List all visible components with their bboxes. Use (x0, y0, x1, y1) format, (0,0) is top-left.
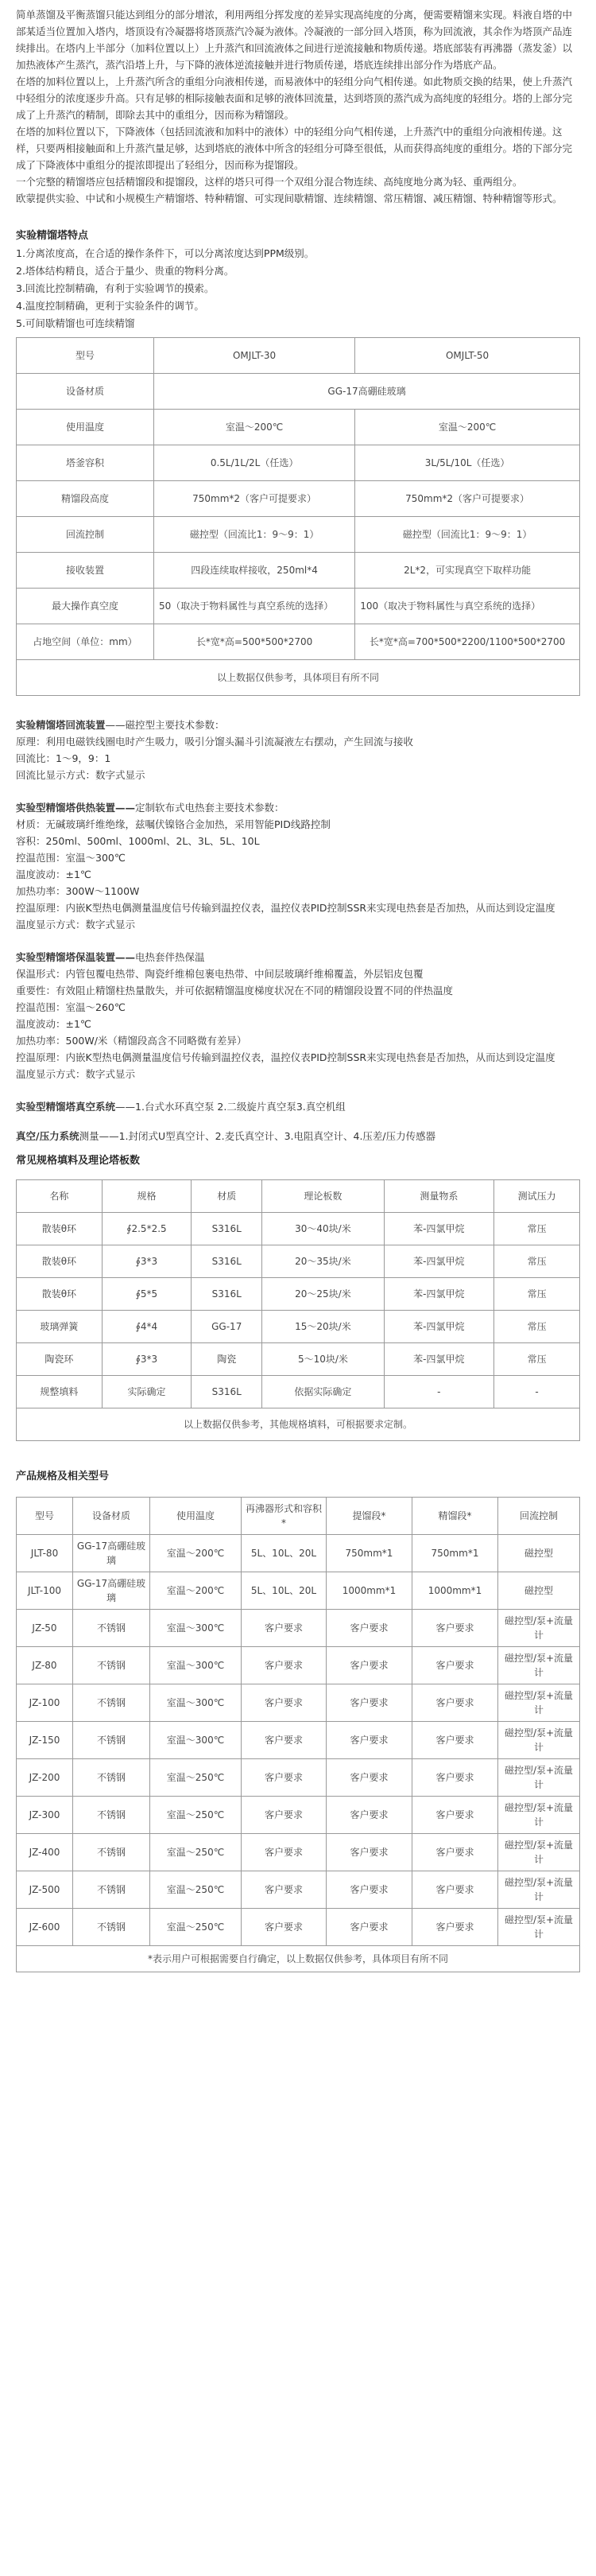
product-detail-page (8, 0, 588, 1972)
table-cell: 室温～300℃ (150, 1722, 242, 1759)
table-row (17, 1909, 580, 1946)
table-cell: 再沸器形式和容积* (241, 1498, 326, 1535)
insulation-line: 保温形式：内管包覆电热带、陶瓷纤维棉包裹电热带、中间层玻璃纤维棉覆盖，外层铝皮包覆 (16, 968, 424, 980)
insulation-heading (16, 949, 580, 966)
table-cell: JLT-100 (17, 1572, 73, 1610)
intro-paragraph: 简单蒸馏及平衡蒸馏只能达到组分的部分增浓，利用两组分挥发度的差异实现高纯度的分离，便需要精馏来实现。料液自塔的中部某适当位置加入塔内，塔顶设有冷凝器将塔顶蒸汽冷凝为液体。冷凝液的一部分回入塔顶，称为回流液，其余作为塔顶产品连续排出。在塔内上半部分（加料位置以上）上升蒸汽和回流液体之间进行逆流接触和物质传递。塔底部装有再沸器（蒸发釜）以加热液体产生蒸汽，蒸汽沿塔上升，与下降的液体逆流接触并进行物质传递，塔底连续排出部分作为塔底产品。 (16, 9, 573, 71)
table-cell: 客户要求 (412, 1684, 497, 1722)
table-cell: 精馏段高度 (17, 481, 154, 517)
table-cell: JZ-400 (17, 1834, 73, 1871)
reflux-title-suffix: ——磁控型主要技术参数： (105, 719, 225, 731)
table-cell: 客户要求 (412, 1722, 497, 1759)
table-row (17, 1871, 580, 1909)
reflux-line: 回流比：1～9，9：1 (16, 752, 111, 764)
table-header-row (17, 338, 580, 374)
table-row (17, 1376, 580, 1408)
table-cell: 客户要求 (241, 1722, 326, 1759)
table-cell: 不锈钢 (73, 1797, 150, 1834)
table-cell: - (384, 1376, 494, 1408)
heating-line: 容积：250ml、500ml、1000ml、2L、3L、5L、10L (16, 835, 260, 847)
table-cell: 苯-四氯甲烷 (384, 1245, 494, 1278)
table-cell: 磁控型/泵+流量计 (498, 1797, 580, 1834)
feature-item: 4.温度控制精确，更利于实验条件的调节。 (16, 300, 204, 312)
intro-section (16, 6, 580, 207)
table-row (17, 1343, 580, 1376)
table-cell: 不锈钢 (73, 1647, 150, 1684)
table-cell: 磁控型/泵+流量计 (498, 1722, 580, 1759)
table-cell: 50（取决于物料属性与真空系统的选择） (154, 589, 355, 624)
table-cell: 客户要求 (412, 1834, 497, 1871)
features-section (16, 227, 580, 332)
table-cell: 客户要求 (326, 1647, 412, 1684)
intro-paragraph: 在塔的加料位置以下，下降液体（包括回流液和加料中的液体）中的轻组分向气相传递，上升蒸汽中的重组分向液相传递。这样，只要两相接触面和上升蒸汽量足够，达到塔底的液体中所含的轻组分可降至很低，从而获得高纯度的重组分。塔的下部分完成了下降液体中重组分的提浓即提出了轻组分，因而称为提馏段。 (16, 126, 573, 171)
table-cell: 依据实际确定 (262, 1376, 384, 1408)
table-row (17, 1245, 580, 1278)
table-cell: 提馏段* (326, 1498, 412, 1535)
table-cell: 客户要求 (326, 1871, 412, 1909)
table-cell: S316L (192, 1245, 262, 1278)
vacuum-title: 实验型精馏塔真空系统 (16, 1101, 116, 1113)
table-cell: 精馏段* (412, 1498, 497, 1535)
table-cell: 陶瓷环 (17, 1343, 103, 1376)
table-cell: 客户要求 (412, 1871, 497, 1909)
table-row (17, 1610, 580, 1647)
insulation-title-suffix: 电热套伴热保温 (135, 951, 205, 963)
table-cell: S316L (192, 1376, 262, 1408)
table-cell: 室温～250℃ (150, 1909, 242, 1946)
table-cell: S316L (192, 1213, 262, 1245)
pressure-section (16, 1128, 580, 1144)
table-cell: OMJLT-30 (154, 338, 355, 374)
table-cell: 散装θ环 (17, 1278, 103, 1311)
table-row (17, 1834, 580, 1871)
table-cell: 常压 (494, 1213, 580, 1245)
insulation-line: 控温原理：内嵌K型热电偶测量温度信号传输到温控仪表，温控仪表PID控制SSR来实现电热套是否加热，从而达到设定温度 (16, 1051, 555, 1063)
table-cell: JZ-500 (17, 1871, 73, 1909)
table-cell: 磁控型/泵+流量计 (498, 1647, 580, 1684)
table-cell: 玻璃弹簧 (17, 1311, 103, 1343)
table-cell: 750mm*2（客户可提要求） (355, 481, 580, 517)
table-cell: GG-17高硼硅玻璃 (73, 1535, 150, 1572)
table-cell: GG-17高硼硅玻璃 (73, 1572, 150, 1610)
table-cell: 散装θ环 (17, 1213, 103, 1245)
reflux-title: 实验精馏塔回流装置 (16, 719, 106, 731)
feature-item: 2.塔体结构精良，适合于量少、贵重的物料分离。 (16, 265, 234, 277)
table-cell: 客户要求 (326, 1797, 412, 1834)
table-cell: ∮5*5 (102, 1278, 191, 1311)
heating-line: 控温原理：内嵌K型热电偶测量温度信号传输到温控仪表，温控仪表PID控制SSR来实现电热套是否加热，从而达到设定温度 (16, 902, 555, 914)
table-row (17, 553, 580, 589)
table-cell: 100（取决于物料属性与真空系统的选择） (355, 589, 580, 624)
table-cell: 最大操作真空度 (17, 589, 154, 624)
table-cell: 长*宽*高=500*500*2700 (154, 624, 355, 660)
table-cell: 1000mm*1 (412, 1572, 497, 1610)
table-header-row (17, 1180, 580, 1213)
table-cell: JZ-150 (17, 1722, 73, 1759)
table-cell: 室温～200℃ (150, 1572, 242, 1610)
table-cell: 客户要求 (241, 1684, 326, 1722)
heating-line: 控温范围：室温～300℃ (16, 852, 126, 864)
table-cell: 长*宽*高=700*500*2200/1100*500*2700 (355, 624, 580, 660)
table-cell: 规整填料 (17, 1376, 103, 1408)
table-cell: 室温～300℃ (150, 1610, 242, 1647)
table-row (17, 624, 580, 660)
table-cell: JZ-300 (17, 1797, 73, 1834)
insulation-section (16, 949, 580, 1082)
table-row (17, 589, 580, 624)
insulation-line: 加热功率：500W/米（精馏段高含不同略微有差异） (16, 1035, 247, 1047)
table-cell: 磁控型 (498, 1535, 580, 1572)
table-cell: 苯-四氯甲烷 (384, 1343, 494, 1376)
table-cell: 客户要求 (326, 1722, 412, 1759)
reflux-heading (16, 717, 580, 733)
heating-line: 加热功率：300W～1100W (16, 885, 140, 897)
table-cell: 3L/5L/10L（任选） (355, 445, 580, 481)
table-cell: 回流控制 (17, 517, 154, 553)
table-cell: 客户要求 (412, 1797, 497, 1834)
packing-title: 常见规格填料及理论塔板数 (16, 1155, 141, 1167)
table-note-row (17, 1946, 580, 1972)
table-cell: OMJLT-50 (355, 338, 580, 374)
table-row (17, 1535, 580, 1572)
table-row (17, 517, 580, 553)
table-cell: 客户要求 (412, 1909, 497, 1946)
table-cell: 750mm*1 (326, 1535, 412, 1572)
table-cell: 20～35块/米 (262, 1245, 384, 1278)
table-cell: S316L (192, 1278, 262, 1311)
table-cell: 占地空间（单位：mm） (17, 624, 154, 660)
table-cell: 测试压力 (494, 1180, 580, 1213)
table-cell: 规格 (102, 1180, 191, 1213)
table-cell: ∮2.5*2.5 (102, 1213, 191, 1245)
table-header-row (17, 1498, 580, 1535)
table-cell: 磁控型/泵+流量计 (498, 1610, 580, 1647)
table-cell: 陶瓷 (192, 1343, 262, 1376)
table-cell: 常压 (494, 1343, 580, 1376)
table-cell: 室温～250℃ (150, 1871, 242, 1909)
table-row (17, 1722, 580, 1759)
table-cell: 不锈钢 (73, 1759, 150, 1797)
table-cell: 室温～300℃ (150, 1647, 242, 1684)
table-cell: 苯-四氯甲烷 (384, 1213, 494, 1245)
table-cell: 2L*2，可实现真空下取样功能 (355, 553, 580, 589)
intro-paragraph: 欧蒙提供实验、中试和小规模生产精馏塔、特种精馏、可实现间歇精馏、连续精馏、常压精馏、减压精馏、特种精馏等形式。 (16, 192, 563, 204)
table-note: 以上数据仅供参考，具体项目有所不同 (17, 660, 580, 696)
table-cell: 室温～250℃ (150, 1834, 242, 1871)
table-cell: 使用温度 (17, 410, 154, 445)
table-cell: GG-17 (192, 1311, 262, 1343)
table-cell: 0.5L/1L/2L（任选） (154, 445, 355, 481)
feature-item: 3.回流比控制精确，有利于实验调节的摸索。 (16, 282, 215, 294)
table-row (17, 1684, 580, 1722)
table-cell: 不锈钢 (73, 1722, 150, 1759)
table-cell: 30～40块/米 (262, 1213, 384, 1245)
table-cell: 磁控型/泵+流量计 (498, 1871, 580, 1909)
heating-line: 温度显示方式：数字式显示 (16, 919, 136, 931)
table-cell: 客户要求 (326, 1834, 412, 1871)
table-cell: ∮3*3 (102, 1343, 191, 1376)
table-cell: 设备材质 (73, 1498, 150, 1535)
table-row (17, 1797, 580, 1834)
table-cell: 理论板数 (262, 1180, 384, 1213)
features-title: 实验精馏塔特点 (16, 230, 89, 242)
reflux-section (16, 717, 580, 783)
heating-title: 实验型精馏塔供热装置—— (16, 802, 136, 814)
heating-title-suffix: 定制软布式电热套主要技术参数： (135, 802, 284, 814)
table-cell: 客户要求 (241, 1610, 326, 1647)
table-cell: 客户要求 (241, 1797, 326, 1834)
table-cell: 磁控型（回流比1：9～9：1） (355, 517, 580, 553)
table-cell: 室温～250℃ (150, 1797, 242, 1834)
table-cell: 常压 (494, 1311, 580, 1343)
insulation-line: 温度显示方式：数字式显示 (16, 1068, 136, 1080)
table-cell: 客户要求 (326, 1610, 412, 1647)
table-row (17, 1759, 580, 1797)
table-cell: 磁控型/泵+流量计 (498, 1684, 580, 1722)
reflux-line: 回流比显示方式：数字式显示 (16, 769, 145, 781)
table-cell: 苯-四氯甲烷 (384, 1311, 494, 1343)
table-cell: 不锈钢 (73, 1610, 150, 1647)
heating-section (16, 799, 580, 933)
table-cell: 5L、10L、20L (241, 1572, 326, 1610)
heating-line: 温度波动：±1℃ (16, 868, 91, 880)
models-table (16, 1497, 580, 1972)
vacuum-line (16, 1098, 580, 1115)
table-cell: 客户要求 (241, 1871, 326, 1909)
table-note-row (17, 1408, 580, 1441)
table-cell: ∮3*3 (102, 1245, 191, 1278)
table-row (17, 445, 580, 481)
table-cell: 室温～200℃ (150, 1535, 242, 1572)
vacuum-section (16, 1098, 580, 1115)
table-cell: 使用温度 (150, 1498, 242, 1535)
table-cell: 室温～300℃ (150, 1684, 242, 1722)
table-cell: 不锈钢 (73, 1909, 150, 1946)
insulation-line: 控温范围：室温～260℃ (16, 1001, 126, 1013)
pressure-line (16, 1128, 580, 1144)
table-cell: 磁控型/泵+流量计 (498, 1834, 580, 1871)
table-cell: 散装θ环 (17, 1245, 103, 1278)
table-row (17, 1311, 580, 1343)
table-cell: 磁控型（回流比1：9～9：1） (154, 517, 355, 553)
insulation-line: 重要性：有效阻止精馏柱热量散失，并可依据精馏温度梯度状况在不同的精馏段设置不同的伴热温度 (16, 985, 454, 997)
table-cell: GG-17高硼硅玻璃 (154, 374, 580, 410)
reflux-line: 原理：利用电磁铁线圈电时产生吸力，吸引分馏头漏斗引流凝液左右摆动，产生回流与接收 (16, 736, 414, 748)
insulation-title: 实验型精馏塔保温装置—— (16, 951, 136, 963)
pressure-text: 测量——1.封闭式U型真空计、2.麦氏真空计、3.电阻真空计、4.压差/压力传感器 (79, 1130, 436, 1142)
table-row (17, 481, 580, 517)
table-cell: 750mm*1 (412, 1535, 497, 1572)
feature-item: 1.分离浓度高，在合适的操作条件下，可以分离浓度达到PPM级别。 (16, 247, 315, 259)
table-row (17, 1572, 580, 1610)
table-cell: 不锈钢 (73, 1871, 150, 1909)
table-cell: 室温～250℃ (150, 1759, 242, 1797)
spec-table (16, 337, 580, 696)
table-cell: 客户要求 (326, 1684, 412, 1722)
table-cell: 常压 (494, 1278, 580, 1311)
table-cell: 客户要求 (412, 1647, 497, 1684)
table-cell: JZ-100 (17, 1684, 73, 1722)
table-cell: 客户要求 (241, 1759, 326, 1797)
table-cell: 不锈钢 (73, 1684, 150, 1722)
table-row (17, 374, 580, 410)
table-cell: 客户要求 (241, 1909, 326, 1946)
table-cell: JZ-80 (17, 1647, 73, 1684)
table-cell: JZ-600 (17, 1909, 73, 1946)
table-cell: 名称 (17, 1180, 103, 1213)
table-cell: 接收装置 (17, 553, 154, 589)
heating-heading (16, 799, 580, 816)
table-cell: 5～10块/米 (262, 1343, 384, 1376)
table-cell: 磁控型/泵+流量计 (498, 1759, 580, 1797)
table-cell: 塔釜容积 (17, 445, 154, 481)
table-cell: 实际确定 (102, 1376, 191, 1408)
table-row (17, 1278, 580, 1311)
table-cell: 型号 (17, 1498, 73, 1535)
table-cell: 客户要求 (412, 1610, 497, 1647)
table-cell: 测量物系 (384, 1180, 494, 1213)
table-cell: 1000mm*1 (326, 1572, 412, 1610)
table-row (17, 1647, 580, 1684)
table-cell: 客户要求 (241, 1647, 326, 1684)
table-cell: 型号 (17, 338, 154, 374)
table-cell: 材质 (192, 1180, 262, 1213)
models-title: 产品规格及相关型号 (16, 1471, 110, 1482)
table-cell: 不锈钢 (73, 1834, 150, 1871)
table-row (17, 1213, 580, 1245)
feature-item: 5.可间歇精馏也可连续精馏 (16, 317, 135, 329)
table-cell: 客户要求 (326, 1909, 412, 1946)
table-cell: 磁控型/泵+流量计 (498, 1909, 580, 1946)
table-cell: 客户要求 (326, 1759, 412, 1797)
vacuum-text: ——1.台式水环真空泵 2.二级旋片真空泵3.真空机组 (115, 1101, 346, 1113)
table-cell: - (494, 1376, 580, 1408)
table-cell: 苯-四氯甲烷 (384, 1278, 494, 1311)
table-cell: 常压 (494, 1245, 580, 1278)
table-cell: 室温～200℃ (154, 410, 355, 445)
table-cell: 5L、10L、20L (241, 1535, 326, 1572)
table-cell: 室温～200℃ (355, 410, 580, 445)
intro-paragraph: 在塔的加料位置以上，上升蒸汽所含的重组分向液相传递，而易液体中的轻组分向气相传递。如此物质交换的结果，使上升蒸汽中轻组分的浓度逐步升高。只有足够的相际接触表面和足够的液体回流量，达到塔顶的蒸汽成为高纯度的轻组分。塔的上部分完成了上升蒸汽的精制，即除去其中的重组分，因而称为精馏段。 (16, 76, 573, 121)
table-cell: JLT-80 (17, 1535, 73, 1572)
insulation-line: 温度波动：±1℃ (16, 1018, 91, 1030)
table-cell: 客户要求 (412, 1759, 497, 1797)
table-cell: 回流控制 (498, 1498, 580, 1535)
table-note-row (17, 660, 580, 696)
heating-line: 材质：无碱玻璃纤维绝缘，兹嘱伏镍铬合金加热，采用智能PID线路控制 (16, 818, 331, 830)
table-cell: 客户要求 (241, 1834, 326, 1871)
table-cell: 20～25块/米 (262, 1278, 384, 1311)
table-cell: 15～20块/米 (262, 1311, 384, 1343)
intro-paragraph: 一个完整的精馏塔应包括精馏段和提馏段，这样的塔只可得一个双组分混合物连续、高纯度地分离为轻、重两组分。 (16, 176, 523, 188)
table-cell: JZ-50 (17, 1610, 73, 1647)
table-cell: JZ-200 (17, 1759, 73, 1797)
table-note: 以上数据仅供参考，其他规格填料，可根据要求定制。 (17, 1408, 580, 1441)
table-row (17, 410, 580, 445)
pressure-title: 真空/压力系统 (16, 1130, 79, 1142)
table-cell: ∮4*4 (102, 1311, 191, 1343)
packing-table (16, 1179, 580, 1441)
table-cell: 四段连续取样接收，250ml*4 (154, 553, 355, 589)
table-note: *表示用户可根据需要自行确定，以上数据仅供参考，具体项目有所不同 (17, 1946, 580, 1972)
table-cell: 设备材质 (17, 374, 154, 410)
table-cell: 750mm*2（客户可提要求） (154, 481, 355, 517)
table-cell: 磁控型 (498, 1572, 580, 1610)
